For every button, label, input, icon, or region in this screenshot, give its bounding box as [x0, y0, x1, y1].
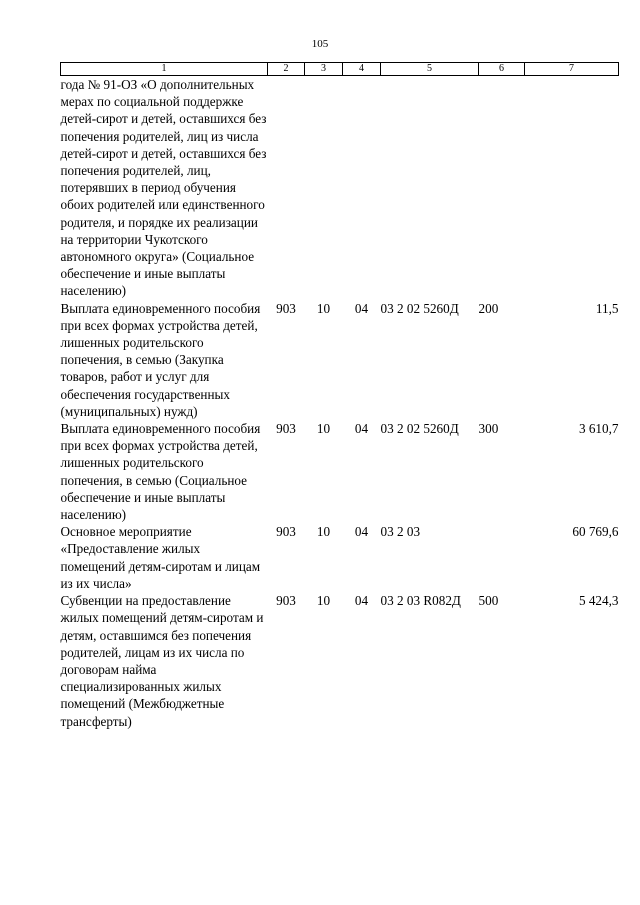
row-target-article — [381, 76, 479, 300]
row-ministry-code: 903 — [276, 524, 296, 540]
row-amount: 60 769,6 — [572, 524, 619, 540]
column-header-2: 2 — [268, 63, 305, 76]
row-name: Выплата единовременного пособия при всех формах устройства детей, лишенных родительского попечения, в семью (Закупка товаров, работ и услуг для обеспечения государственных (муниципальных) нужд) — [60, 300, 261, 419]
column-header-1: 1 — [61, 63, 268, 76]
row-target-article: 03 2 03 R082Д — [380, 593, 461, 609]
table-row — [61, 300, 619, 420]
row-amount: 11,5 — [595, 300, 619, 316]
row-subsection-code: 04 — [354, 300, 369, 316]
row-amount: 5 424,3 — [578, 593, 619, 609]
row-section-code: 10 — [316, 524, 331, 540]
row-ministry-code — [268, 76, 305, 300]
row-name: Выплата единовременного пособия при всех формах устройства детей, лишенных родительского попечения, в семью (Социальное обеспечение и иные выплаты населению) — [60, 421, 261, 523]
table-row — [61, 523, 619, 592]
row-section-code: 10 — [316, 593, 331, 609]
row-section-code: 10 — [316, 300, 331, 316]
row-section-code: 10 — [316, 421, 331, 437]
column-header-4: 4 — [343, 63, 381, 76]
row-subsection-code: 04 — [354, 421, 369, 437]
row-subsection-code — [343, 76, 381, 300]
table-row — [61, 76, 619, 300]
row-target-article: 03 2 03 — [380, 524, 421, 540]
row-expense-type — [479, 76, 525, 300]
row-name: Основное мероприятие «Предоставление жилых помещений детям-сиротам и лицам из их числа» — [60, 524, 261, 591]
row-ministry-code: 903 — [276, 421, 296, 437]
row-target-article: 03 2 02 5260Д — [380, 300, 459, 316]
row-name: года № 91-ОЗ «О дополнительных мерах по социальной поддержке детей-сирот и детей, оставшихся без попечения родителей, лиц из числа детей-сирот и детей, оставшихся без попечения родителей, лиц, потерявших в период обучения обоих родителей или единственного родителя, и порядке их реализации на территории Чукотского автономного округа» (Социальное обеспечение и иные выплаты населению) — [60, 77, 267, 299]
row-expense-type: 300 — [478, 421, 499, 437]
row-section-code — [305, 76, 343, 300]
row-subsection-code: 04 — [354, 593, 369, 609]
row-amount: 3 610,7 — [578, 421, 619, 437]
column-header-6: 6 — [479, 63, 525, 76]
row-amount — [525, 76, 619, 300]
row-subsection-code: 04 — [354, 524, 369, 540]
budget-table — [60, 62, 619, 730]
row-expense-type: 200 — [478, 300, 499, 316]
row-ministry-code: 903 — [276, 300, 296, 316]
row-ministry-code: 903 — [276, 593, 296, 609]
table-row — [61, 420, 619, 523]
row-expense-type — [479, 523, 525, 592]
table-row — [61, 592, 619, 730]
column-header-7: 7 — [525, 63, 619, 76]
row-expense-type: 500 — [478, 593, 499, 609]
column-header-3: 3 — [305, 63, 343, 76]
column-header-5: 5 — [381, 63, 479, 76]
row-target-article: 03 2 02 5260Д — [380, 421, 459, 437]
page-number: 105 — [311, 38, 329, 50]
column-number-row — [61, 63, 619, 76]
row-name: Субвенции на предоставление жилых помещений детям-сиротам и детям, оставшимся без попечения родителей, лицам из их числа по договорам найма специализированных жилых помещений (Межбюджетные трансферты) — [60, 593, 264, 729]
